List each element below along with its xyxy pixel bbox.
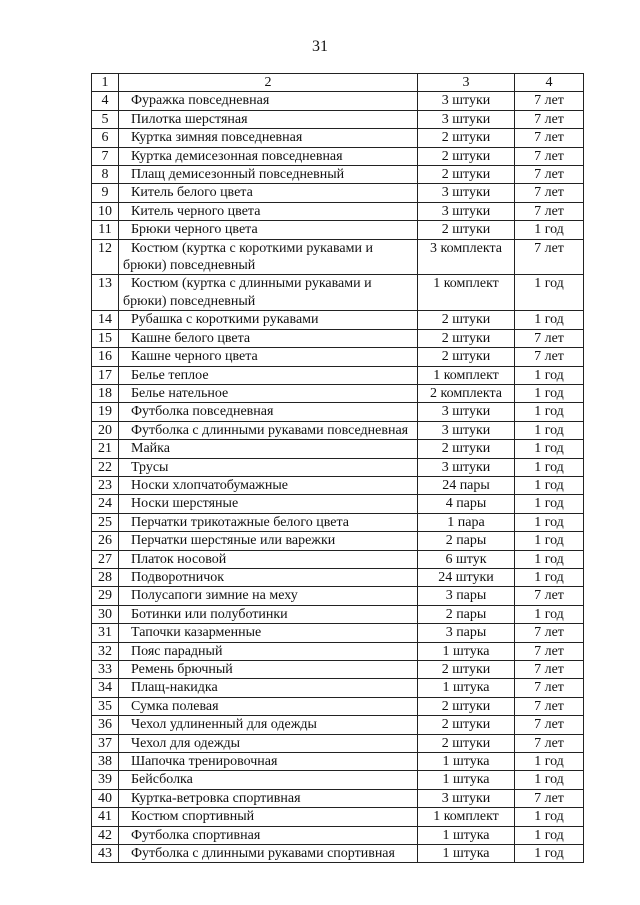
item-name-cell bbox=[119, 771, 418, 789]
item-name-text: Футболка с длинными рукавами повседневная bbox=[131, 422, 409, 438]
column-number-header-1: 1 bbox=[92, 74, 119, 92]
row-number-cell: 43 bbox=[92, 845, 119, 863]
quantity-cell: 2 пары bbox=[418, 532, 515, 550]
wear-term-cell: 7 лет bbox=[515, 329, 584, 347]
wear-term-cell: 7 лет bbox=[515, 716, 584, 734]
table-row bbox=[92, 587, 584, 605]
table-body bbox=[92, 74, 584, 863]
item-name-text: Футболка с длинными рукавами спортивная bbox=[131, 846, 395, 862]
quantity-cell: 2 штуки bbox=[418, 661, 515, 679]
wear-term-cell: 1 год bbox=[515, 440, 584, 458]
row-number-cell: 19 bbox=[92, 403, 119, 421]
table-row bbox=[92, 384, 584, 402]
item-name-cell bbox=[119, 661, 418, 679]
wear-term-cell: 1 год bbox=[515, 311, 584, 329]
item-name-text: Плащ демисезонный повседневный bbox=[131, 167, 345, 183]
row-number-cell: 26 bbox=[92, 532, 119, 550]
row-number-cell: 41 bbox=[92, 808, 119, 826]
wear-term-cell: 1 год bbox=[515, 275, 584, 311]
wear-term-cell: 7 лет bbox=[515, 129, 584, 147]
quantity-cell: 2 штуки bbox=[418, 166, 515, 184]
quantity-cell: 1 штука bbox=[418, 642, 515, 660]
item-name-cell bbox=[119, 642, 418, 660]
quantity-cell: 2 штуки bbox=[418, 716, 515, 734]
wear-term-cell: 7 лет bbox=[515, 624, 584, 642]
row-number-cell: 25 bbox=[92, 513, 119, 531]
quantity-cell: 1 штука bbox=[418, 771, 515, 789]
item-name-text: Белье теплое bbox=[131, 367, 209, 383]
row-number-cell: 33 bbox=[92, 661, 119, 679]
table-row bbox=[92, 92, 584, 110]
table-header-row bbox=[92, 74, 584, 92]
item-name-cell bbox=[119, 789, 418, 807]
item-name-cell bbox=[119, 147, 418, 165]
row-number-cell: 31 bbox=[92, 624, 119, 642]
quantity-cell: 3 штуки bbox=[418, 789, 515, 807]
table-row bbox=[92, 110, 584, 128]
row-number-cell: 37 bbox=[92, 734, 119, 752]
row-number-cell: 42 bbox=[92, 826, 119, 844]
item-name-text: Носки шерстяные bbox=[131, 496, 239, 512]
item-name-text: Куртка демисезонная повседневная bbox=[131, 148, 343, 164]
item-name-text: Перчатки шерстяные или варежки bbox=[131, 533, 336, 549]
wear-term-cell: 1 год bbox=[515, 403, 584, 421]
quantity-cell: 6 штук bbox=[418, 550, 515, 568]
wear-term-cell: 7 лет bbox=[515, 92, 584, 110]
wear-term-cell: 7 лет bbox=[515, 679, 584, 697]
item-name-text: Фуражка повседневная bbox=[131, 93, 270, 109]
item-name-text: Трусы bbox=[131, 459, 169, 475]
wear-term-cell: 7 лет bbox=[515, 166, 584, 184]
item-name-cell bbox=[119, 129, 418, 147]
item-name-text: Подворотничок bbox=[131, 569, 225, 585]
item-name-cell bbox=[119, 697, 418, 715]
row-number-cell: 16 bbox=[92, 348, 119, 366]
wear-term-cell: 7 лет bbox=[515, 642, 584, 660]
item-name-text: Майка bbox=[131, 441, 170, 457]
table-row bbox=[92, 348, 584, 366]
item-name-cell bbox=[119, 348, 418, 366]
item-name-cell bbox=[119, 532, 418, 550]
table-row bbox=[92, 716, 584, 734]
quantity-cell: 1 штука bbox=[418, 679, 515, 697]
item-name-cell bbox=[119, 403, 418, 421]
item-name-text: Полусапоги зимние на меху bbox=[131, 588, 298, 604]
row-number-cell: 36 bbox=[92, 716, 119, 734]
quantity-cell: 3 комплекта bbox=[418, 239, 515, 275]
quantity-cell: 2 штуки bbox=[418, 311, 515, 329]
table-row bbox=[92, 532, 584, 550]
item-name-cell bbox=[119, 166, 418, 184]
row-number-cell: 14 bbox=[92, 311, 119, 329]
column-number-header-2: 2 bbox=[119, 74, 418, 92]
wear-term-cell: 1 год bbox=[515, 513, 584, 531]
wear-term-cell: 1 год bbox=[515, 605, 584, 623]
table-row bbox=[92, 845, 584, 863]
page-number: 31 bbox=[312, 38, 328, 55]
wear-term-cell: 7 лет bbox=[515, 734, 584, 752]
item-name-cell bbox=[119, 753, 418, 771]
item-name-text: Ремень брючный bbox=[131, 662, 233, 677]
wear-term-cell: 1 год bbox=[515, 550, 584, 568]
wear-term-cell: 1 год bbox=[515, 458, 584, 476]
row-number-cell: 29 bbox=[92, 587, 119, 605]
wear-term-cell: 1 год bbox=[515, 495, 584, 513]
item-name-cell bbox=[119, 440, 418, 458]
row-number-cell: 21 bbox=[92, 440, 119, 458]
row-number-cell: 17 bbox=[92, 366, 119, 384]
quantity-cell: 1 комплект bbox=[418, 275, 515, 311]
table-row bbox=[92, 476, 584, 494]
row-number-cell: 20 bbox=[92, 421, 119, 439]
quantity-cell: 1 штука bbox=[418, 826, 515, 844]
wear-term-cell: 1 год bbox=[515, 366, 584, 384]
item-name-cell bbox=[119, 568, 418, 586]
table-row bbox=[92, 513, 584, 531]
wear-term-cell: 1 год bbox=[515, 753, 584, 771]
quantity-cell: 2 штуки bbox=[418, 440, 515, 458]
quantity-cell: 2 штуки bbox=[418, 147, 515, 165]
quantity-cell: 3 штуки bbox=[418, 92, 515, 110]
item-name-cell bbox=[119, 826, 418, 844]
table-row bbox=[92, 184, 584, 202]
item-name-cell bbox=[119, 384, 418, 402]
quantity-cell: 2 комплекта bbox=[418, 384, 515, 402]
item-name-cell bbox=[119, 421, 418, 439]
row-number-cell: 30 bbox=[92, 605, 119, 623]
quantity-cell: 24 пары bbox=[418, 476, 515, 494]
item-name-text: Кашне белого цвета bbox=[131, 330, 251, 346]
item-name-cell bbox=[119, 605, 418, 623]
item-name-cell bbox=[119, 476, 418, 494]
quantity-cell: 2 штуки bbox=[418, 348, 515, 366]
quantity-cell: 2 штуки bbox=[418, 697, 515, 715]
quantity-cell: 1 пара bbox=[418, 513, 515, 531]
item-name-text: Чехол удлиненный для одежды bbox=[131, 717, 317, 733]
quantity-cell: 24 штуки bbox=[418, 568, 515, 586]
item-name-cell bbox=[119, 221, 418, 239]
table-row bbox=[92, 421, 584, 439]
quantity-cell: 3 пары bbox=[418, 587, 515, 605]
row-number-cell: 27 bbox=[92, 550, 119, 568]
quantity-cell: 2 штуки bbox=[418, 329, 515, 347]
item-name-cell bbox=[119, 845, 418, 863]
wear-term-cell: 1 год bbox=[515, 384, 584, 402]
table-row bbox=[92, 624, 584, 642]
quantity-cell: 3 штуки bbox=[418, 421, 515, 439]
item-name-text: Куртка-ветровка спортивная bbox=[131, 790, 301, 806]
item-name-text: Костюм (куртка с длинными рукавами и брюки) повседневный bbox=[123, 276, 372, 309]
row-number-cell: 12 bbox=[92, 239, 119, 275]
clothing-allowance-table bbox=[91, 73, 584, 863]
item-name-cell bbox=[119, 110, 418, 128]
row-number-cell: 9 bbox=[92, 184, 119, 202]
row-number-cell: 28 bbox=[92, 568, 119, 586]
table-row bbox=[92, 129, 584, 147]
item-name-text: Футболка спортивная bbox=[131, 827, 261, 843]
item-name-text: Китель черного цвета bbox=[131, 203, 261, 219]
row-number-cell: 24 bbox=[92, 495, 119, 513]
item-name-cell bbox=[119, 239, 418, 275]
row-number-cell: 40 bbox=[92, 789, 119, 807]
wear-term-cell: 1 год bbox=[515, 771, 584, 789]
row-number-cell: 13 bbox=[92, 275, 119, 311]
table-row bbox=[92, 495, 584, 513]
table-row bbox=[92, 734, 584, 752]
quantity-cell: 2 штуки bbox=[418, 129, 515, 147]
item-name-text: Бейсболка bbox=[131, 772, 193, 788]
table-row bbox=[92, 147, 584, 165]
wear-term-cell: 7 лет bbox=[515, 789, 584, 807]
table-row bbox=[92, 329, 584, 347]
item-name-text: Рубашка с короткими рукавами bbox=[131, 312, 319, 328]
wear-term-cell: 7 лет bbox=[515, 697, 584, 715]
item-name-text: Белье нательное bbox=[131, 385, 229, 401]
table-row bbox=[92, 550, 584, 568]
item-name-text: Чехол для одежды bbox=[131, 735, 241, 751]
row-number-cell: 18 bbox=[92, 384, 119, 402]
column-number-header-4: 4 bbox=[515, 74, 584, 92]
quantity-cell: 2 штуки bbox=[418, 734, 515, 752]
item-name-text: Шапочка тренировочная bbox=[131, 754, 278, 770]
wear-term-cell: 1 год bbox=[515, 826, 584, 844]
row-number-cell: 34 bbox=[92, 679, 119, 697]
quantity-cell: 3 штуки bbox=[418, 110, 515, 128]
item-name-cell bbox=[119, 366, 418, 384]
item-name-text: Ботинки или полуботинки bbox=[131, 606, 288, 622]
quantity-cell: 1 комплект bbox=[418, 366, 515, 384]
wear-term-cell: 1 год bbox=[515, 476, 584, 494]
item-name-cell bbox=[119, 92, 418, 110]
item-name-cell bbox=[119, 587, 418, 605]
table-row bbox=[92, 221, 584, 239]
quantity-cell: 1 штука bbox=[418, 753, 515, 771]
column-number-header-3: 3 bbox=[418, 74, 515, 92]
table-row bbox=[92, 366, 584, 384]
quantity-cell: 3 пары bbox=[418, 624, 515, 642]
quantity-cell: 3 штуки bbox=[418, 458, 515, 476]
item-name-cell bbox=[119, 495, 418, 513]
item-name-text: Костюм спортивный bbox=[131, 809, 255, 825]
wear-term-cell: 7 лет bbox=[515, 147, 584, 165]
quantity-cell: 2 штуки bbox=[418, 221, 515, 239]
item-name-cell bbox=[119, 679, 418, 697]
table-row bbox=[92, 239, 584, 275]
item-name-text: Костюм (куртка с короткими рукавами и брюки) повседневный bbox=[123, 240, 373, 274]
item-name-text: Футболка повседневная bbox=[131, 404, 274, 420]
wear-term-cell: 1 год bbox=[515, 808, 584, 826]
row-number-cell: 23 bbox=[92, 476, 119, 494]
wear-term-cell: 1 год bbox=[515, 421, 584, 439]
item-name-cell bbox=[119, 275, 418, 311]
wear-term-cell: 1 год bbox=[515, 845, 584, 863]
table-row bbox=[92, 440, 584, 458]
row-number-cell: 32 bbox=[92, 642, 119, 660]
row-number-cell: 22 bbox=[92, 458, 119, 476]
row-number-cell: 11 bbox=[92, 221, 119, 239]
table-row bbox=[92, 679, 584, 697]
row-number-cell: 38 bbox=[92, 753, 119, 771]
table-row bbox=[92, 311, 584, 329]
item-name-text: Брюки черного цвета bbox=[131, 222, 258, 238]
item-name-text: Носки хлопчатобумажные bbox=[131, 477, 288, 493]
item-name-cell bbox=[119, 808, 418, 826]
quantity-cell: 1 штука bbox=[418, 845, 515, 863]
wear-term-cell: 7 лет bbox=[515, 202, 584, 220]
item-name-text: Перчатки трикотажные белого цвета bbox=[131, 514, 350, 530]
quantity-cell: 3 штуки bbox=[418, 403, 515, 421]
item-name-text: Кашне черного цвета bbox=[131, 349, 258, 365]
wear-term-cell: 7 лет bbox=[515, 110, 584, 128]
table-row bbox=[92, 403, 584, 421]
table-row bbox=[92, 808, 584, 826]
table-row bbox=[92, 458, 584, 476]
row-number-cell: 8 bbox=[92, 166, 119, 184]
table-row bbox=[92, 826, 584, 844]
row-number-cell: 35 bbox=[92, 697, 119, 715]
table-row bbox=[92, 789, 584, 807]
item-name-cell bbox=[119, 311, 418, 329]
quantity-cell: 1 комплект bbox=[418, 808, 515, 826]
item-name-cell bbox=[119, 734, 418, 752]
row-number-cell: 39 bbox=[92, 771, 119, 789]
item-name-cell bbox=[119, 716, 418, 734]
wear-term-cell: 1 год bbox=[515, 221, 584, 239]
item-name-cell bbox=[119, 184, 418, 202]
item-name-text: Плащ-накидка bbox=[131, 680, 218, 696]
item-name-cell bbox=[119, 202, 418, 220]
row-number-cell: 5 bbox=[92, 110, 119, 128]
item-name-cell bbox=[119, 458, 418, 476]
wear-term-cell: 1 год bbox=[515, 532, 584, 550]
row-number-cell: 7 bbox=[92, 147, 119, 165]
table-row bbox=[92, 771, 584, 789]
row-number-cell: 10 bbox=[92, 202, 119, 220]
quantity-cell: 4 пары bbox=[418, 495, 515, 513]
wear-term-cell: 7 лет bbox=[515, 239, 584, 275]
item-name-cell bbox=[119, 513, 418, 531]
table-row bbox=[92, 605, 584, 623]
item-name-cell bbox=[119, 329, 418, 347]
item-name-cell bbox=[119, 624, 418, 642]
wear-term-cell: 7 лет bbox=[515, 184, 584, 202]
table-row bbox=[92, 275, 584, 311]
table-row bbox=[92, 753, 584, 771]
quantity-cell: 3 штуки bbox=[418, 202, 515, 220]
quantity-cell: 2 пары bbox=[418, 605, 515, 623]
table-row bbox=[92, 697, 584, 715]
wear-term-cell: 7 лет bbox=[515, 661, 584, 679]
item-name-text: Пилотка шерстяная bbox=[131, 111, 248, 127]
row-number-cell: 15 bbox=[92, 329, 119, 347]
item-name-text: Китель белого цвета bbox=[131, 185, 253, 201]
item-name-text: Пояс парадный bbox=[131, 643, 223, 659]
row-number-cell: 4 bbox=[92, 92, 119, 110]
table-row bbox=[92, 661, 584, 679]
table-row bbox=[92, 642, 584, 660]
wear-term-cell: 7 лет bbox=[515, 348, 584, 366]
item-name-text: Сумка полевая bbox=[131, 698, 219, 714]
table-row bbox=[92, 202, 584, 220]
item-name-text: Платок носовой bbox=[131, 551, 227, 567]
item-name-text: Тапочки казарменные bbox=[131, 625, 262, 641]
wear-term-cell: 1 год bbox=[515, 568, 584, 586]
wear-term-cell: 7 лет bbox=[515, 587, 584, 605]
item-name-cell bbox=[119, 550, 418, 568]
row-number-cell: 6 bbox=[92, 129, 119, 147]
quantity-cell: 3 штуки bbox=[418, 184, 515, 202]
table-row bbox=[92, 568, 584, 586]
table-row bbox=[92, 166, 584, 184]
item-name-text: Куртка зимняя повседневная bbox=[131, 130, 303, 146]
